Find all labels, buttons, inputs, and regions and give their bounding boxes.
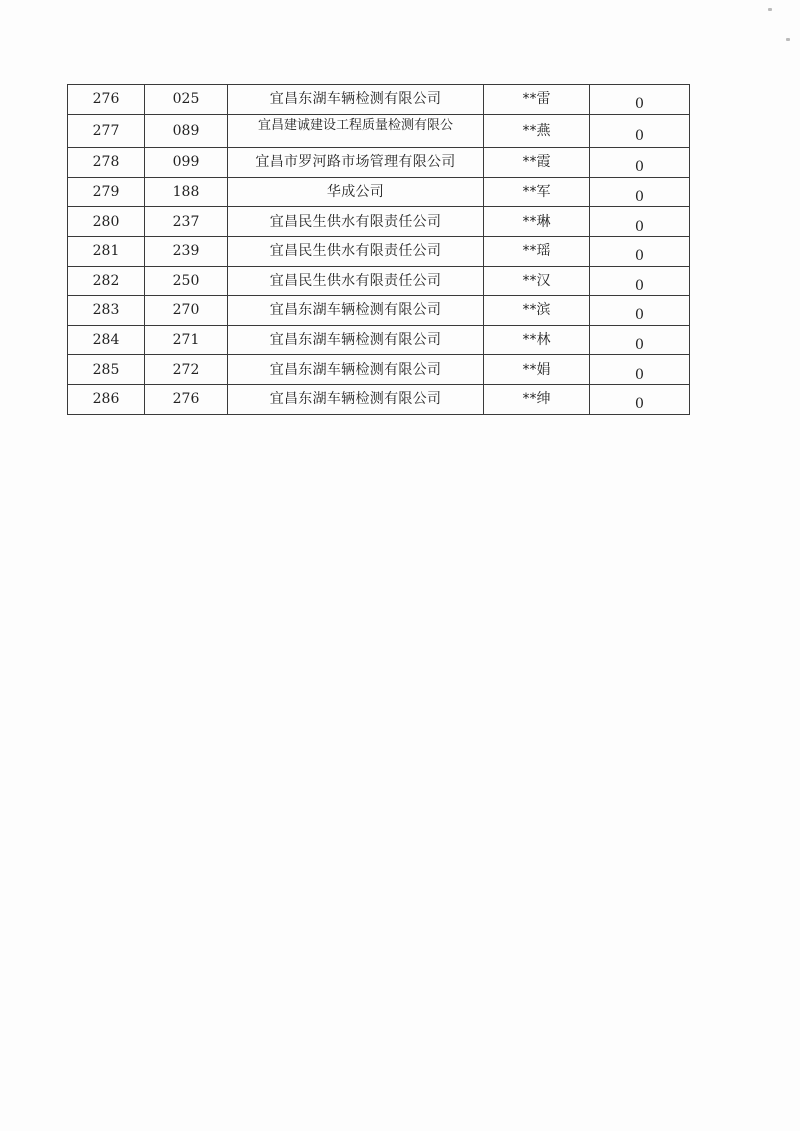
company-cell: 宜昌民生供水有限责任公司 (228, 236, 484, 266)
name-cell: **瑶 (484, 236, 590, 266)
score-cell (590, 384, 690, 414)
name-cell: **林 (484, 325, 590, 355)
table-row (68, 177, 690, 207)
code-cell: 250 (145, 266, 228, 296)
seq-cell: 286 (68, 384, 145, 414)
company-cell: 宜昌东湖车辆检测有限公司 (228, 85, 484, 115)
score-cell (590, 355, 690, 385)
code-cell: 270 (145, 296, 228, 326)
table-row (68, 207, 690, 237)
company-cell: 宜昌东湖车辆检测有限公司 (228, 384, 484, 414)
company-cell: 宜昌建诚建设工程质量检测有限公 (228, 114, 484, 148)
table-row (68, 325, 690, 355)
name-cell: **娟 (484, 355, 590, 385)
name-cell: **滨 (484, 296, 590, 326)
code-cell: 272 (145, 355, 228, 385)
table-row (68, 355, 690, 385)
seq-cell: 277 (68, 114, 145, 148)
name-cell: **汉 (484, 266, 590, 296)
code-cell: 237 (145, 207, 228, 237)
seq-cell: 284 (68, 325, 145, 355)
code-cell: 188 (145, 177, 228, 207)
records-table (67, 84, 690, 415)
score-value: 0 (635, 189, 644, 206)
records-table-body (68, 85, 690, 415)
seq-cell: 281 (68, 236, 145, 266)
name-cell: **雷 (484, 85, 590, 115)
score-cell (590, 296, 690, 326)
score-value: 0 (635, 396, 644, 413)
code-cell: 099 (145, 148, 228, 178)
seq-cell: 278 (68, 148, 145, 178)
seq-cell: 276 (68, 85, 145, 115)
score-cell (590, 207, 690, 237)
seq-cell: 283 (68, 296, 145, 326)
name-cell: **琳 (484, 207, 590, 237)
score-cell (590, 148, 690, 178)
score-cell (590, 85, 690, 115)
table-row (68, 114, 690, 148)
scan-speck (768, 8, 772, 11)
code-cell: 089 (145, 114, 228, 148)
name-cell: **绅 (484, 384, 590, 414)
name-cell: **军 (484, 177, 590, 207)
name-cell: **霞 (484, 148, 590, 178)
company-cell: 宜昌东湖车辆检测有限公司 (228, 296, 484, 326)
name-cell: **燕 (484, 114, 590, 148)
score-value: 0 (635, 366, 644, 383)
company-cell: 宜昌民生供水有限责任公司 (228, 266, 484, 296)
score-value: 0 (635, 277, 644, 294)
score-value: 0 (635, 307, 644, 324)
company-cell: 宜昌东湖车辆检测有限公司 (228, 355, 484, 385)
table-row (68, 296, 690, 326)
company-cell: 宜昌东湖车辆检测有限公司 (228, 325, 484, 355)
score-cell (590, 236, 690, 266)
company-cell: 宜昌市罗河路市场管理有限公司 (228, 148, 484, 178)
code-cell: 239 (145, 236, 228, 266)
code-cell: 271 (145, 325, 228, 355)
scan-speck (786, 38, 790, 41)
score-value: 0 (635, 96, 644, 113)
company-cell: 华成公司 (228, 177, 484, 207)
score-value: 0 (635, 248, 644, 265)
score-cell (590, 177, 690, 207)
code-cell: 025 (145, 85, 228, 115)
score-cell (590, 114, 690, 148)
score-value: 0 (635, 337, 644, 354)
code-cell: 276 (145, 384, 228, 414)
seq-cell: 279 (68, 177, 145, 207)
seq-cell: 285 (68, 355, 145, 385)
company-cell: 宜昌民生供水有限责任公司 (228, 207, 484, 237)
seq-cell: 280 (68, 207, 145, 237)
seq-cell: 282 (68, 266, 145, 296)
table-row (68, 148, 690, 178)
score-value: 0 (635, 127, 644, 144)
table-row (68, 384, 690, 414)
table-row (68, 236, 690, 266)
score-value: 0 (635, 218, 644, 235)
table-row (68, 85, 690, 115)
score-cell (590, 325, 690, 355)
score-cell (590, 266, 690, 296)
table-row (68, 266, 690, 296)
score-value: 0 (635, 159, 644, 176)
